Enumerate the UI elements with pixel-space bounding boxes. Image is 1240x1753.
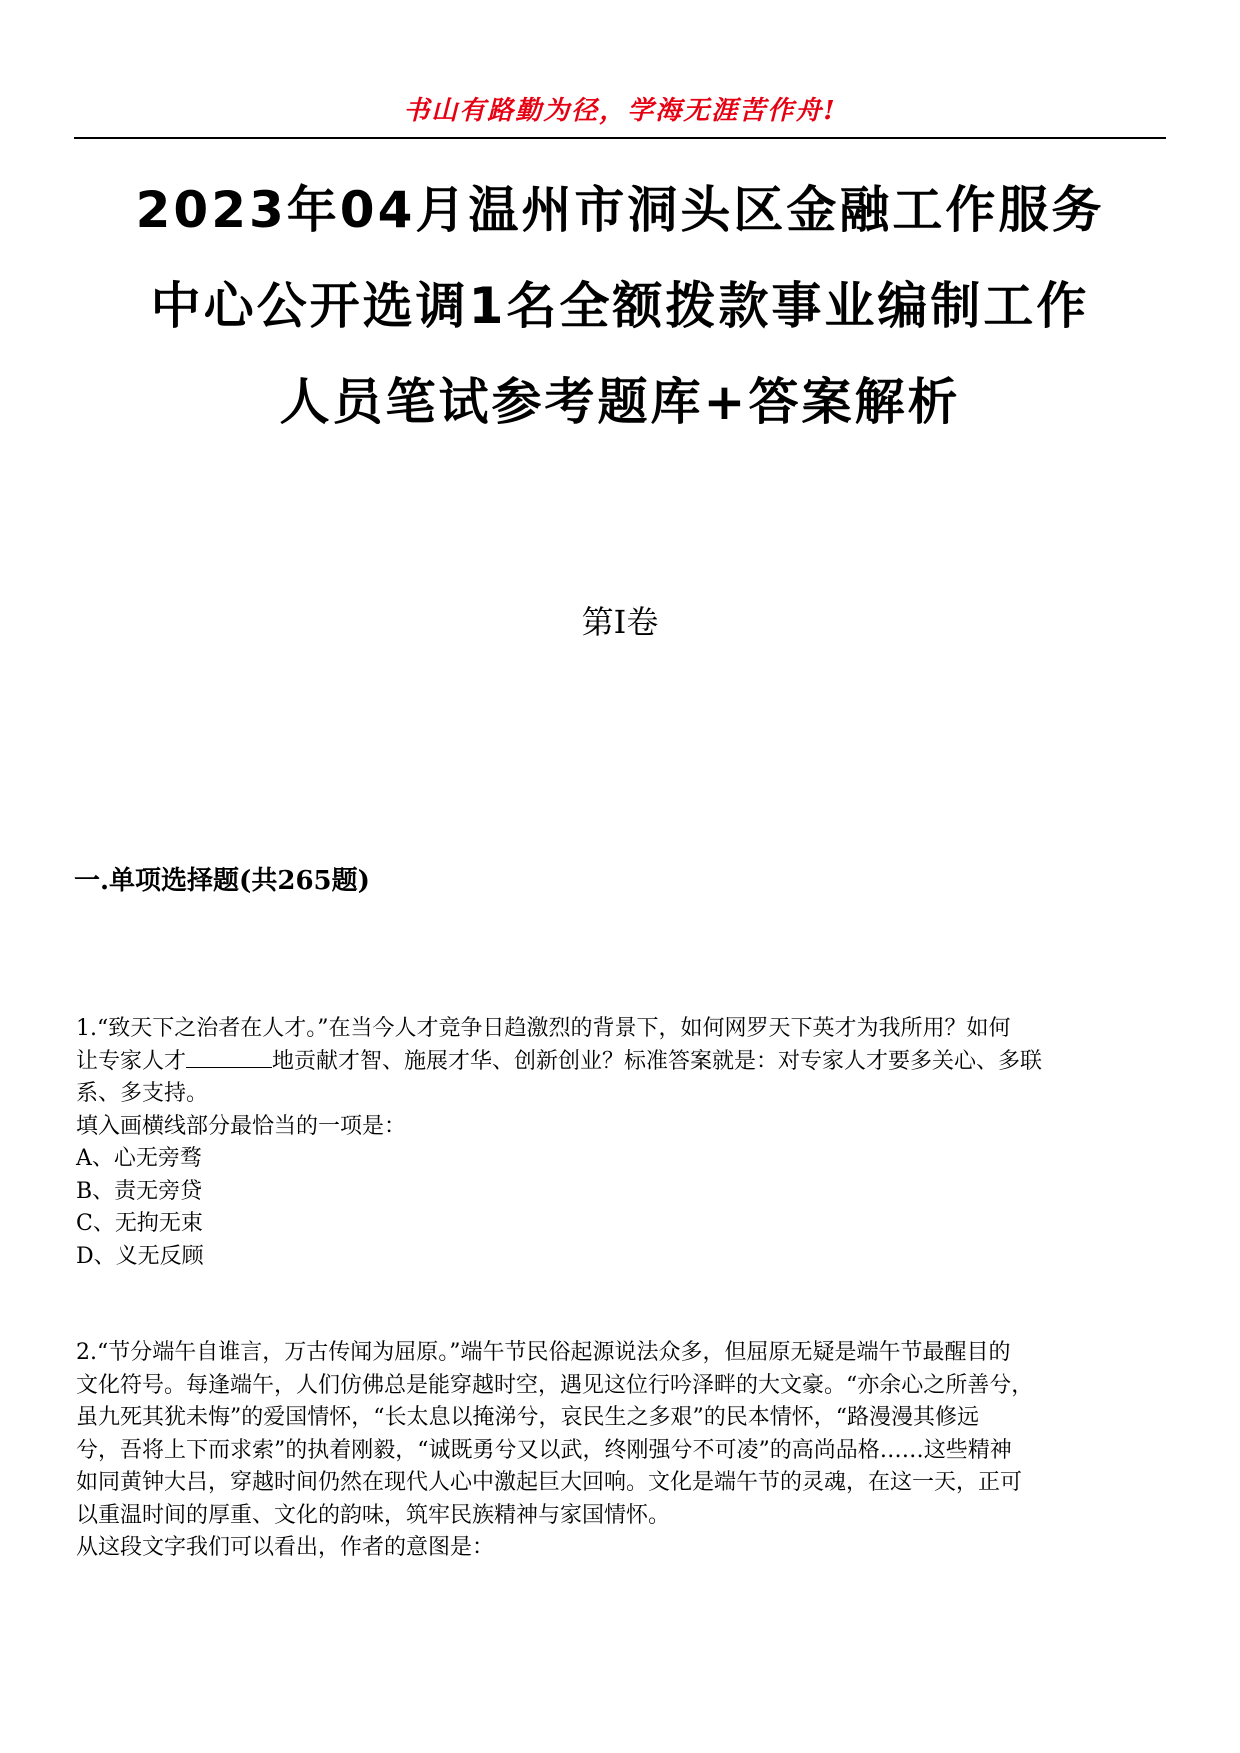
question-1-line-3: 系、多支持。 [76,1081,209,1106]
question-1-blank-prefix: 让专家人才 [76,1048,187,1074]
title-line-1: 2023年04月温州市洞头区金融工作服务 [135,181,1105,239]
question-1-line-2 [76,1046,1168,1079]
question-2-line-2: 文化符号。每逢端午，人们仿佛总是能穿越时空，遇见这位行吟泽畔的大文豪。“亦余心之所善兮， [76,1372,1034,1398]
question-2-line-6: 以重温时间的厚重、文化的韵味，筑牢民族精神与家国情怀。 [76,1502,671,1528]
question-1-blank-suffix: 地贡献才智、施展才华、创新创业？标准答案就是：对专家人才要多关心、多联 [272,1048,1043,1074]
question-1-line-1: 1.“致天下之治者在人才。”在当今人才竞争日趋激烈的背景下，如何网罗天下英才为我所用？如何 [76,1016,1011,1041]
header-motto: 书山有路勤为径，学海无涯苦作舟! [403,96,837,126]
fill-in-blank [186,1047,272,1068]
title-line-3: 人员笔试参考题库+答案解析 [279,373,961,431]
volume-heading: 第I卷 [581,603,659,641]
question-1-option-b: B、责无旁贷 [76,1178,203,1204]
question-2-line-5: 如同黄钟大吕，穿越时间仍然在现代人心中激起巨大回响。文化是端午节的灵魂，在这一天，正可 [76,1470,1023,1495]
question-1-option-a: A、心无旁骛 [76,1146,202,1171]
question-2-line-4: 兮，吾将上下而求索”的执着刚毅，“诚既勇兮又以武，终刚强兮不可凌”的高尚品格……这些精神 [76,1437,1012,1463]
document-title [70,162,1170,450]
question-1-option-d: D、义无反顾 [76,1243,204,1269]
question-2-prompt: 从这段文字我们可以看出，作者的意图是： [76,1535,495,1560]
question-2-line-1: 2.“节分端午自谁言，万古传闻为屈原。”端午节民俗起源说法众多，但屈原无疑是端午节最醒目的 [76,1340,1011,1365]
question-1 [76,1013,1168,1273]
question-2 [76,1337,1168,1565]
question-2-line-3: 虽九死其犹未悔”的爱国情怀，“长太息以掩涕兮，哀民生之多艰”的民本情怀，“路漫漫其修远 [76,1405,979,1430]
question-1-prompt: 填入画横线部分最恰当的一项是： [76,1113,407,1139]
section-heading: 一.单项选择题(共265题) [74,866,370,896]
question-1-option-c: C、无拘无束 [76,1211,203,1236]
header-divider [74,137,1166,139]
title-line-2: 中心公开选调1名全额拨款事业编制工作 [150,277,1090,335]
